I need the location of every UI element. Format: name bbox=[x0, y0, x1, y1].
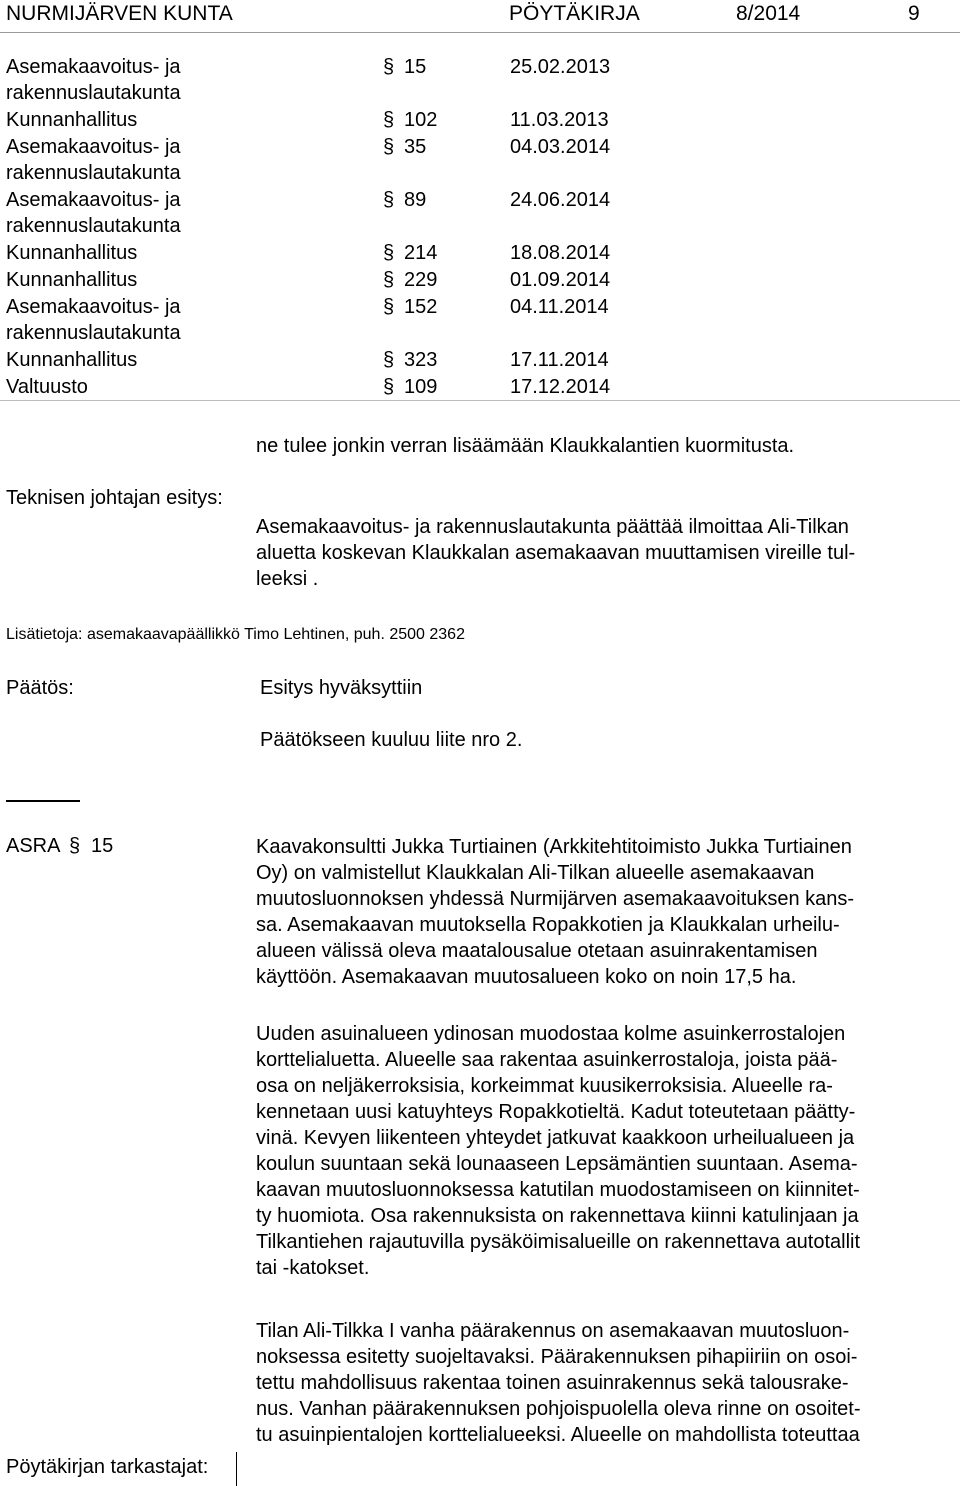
section-sign: § bbox=[69, 835, 81, 857]
history-section-sign: § bbox=[383, 189, 395, 211]
history-number: 35 bbox=[404, 136, 427, 158]
checkers-label: Pöytäkirjan tarkastajat: bbox=[6, 1456, 209, 1478]
asra-label: ASRA bbox=[6, 835, 61, 857]
history-number: 102 bbox=[404, 109, 438, 131]
history-org: Asemakaavoitus- ja rakennuslautakunta bbox=[6, 56, 181, 104]
proposal-label: Teknisen johtajan esitys: bbox=[6, 487, 223, 509]
history-org: Kunnanhallitus bbox=[6, 242, 138, 264]
proposal-text: Asemakaavoitus- ja rakennuslautakunta päättää ilmoittaa Ali-Tilkan aluetta koskevan Klaukkalan asemakaavan muuttamisen vireille tul- leeksi . bbox=[256, 516, 856, 590]
history-org: Asemakaavoitus- ja rakennuslautakunta bbox=[6, 136, 181, 184]
page-number: 9 bbox=[908, 2, 920, 25]
history-org: Asemakaavoitus- ja rakennuslautakunta bbox=[6, 189, 181, 237]
history-number: 15 bbox=[404, 56, 427, 78]
document-type: PÖYTÄKIRJA bbox=[509, 2, 640, 25]
footer-divider bbox=[236, 1452, 237, 1486]
history-date: 11.03.2013 bbox=[510, 109, 609, 131]
history-section-sign: § bbox=[383, 376, 395, 398]
history-date: 01.09.2014 bbox=[510, 269, 611, 291]
history-org: Kunnanhallitus bbox=[6, 349, 138, 371]
continuation-text: ne tulee jonkin verran lisäämään Klaukkalantien kuormitusta. bbox=[256, 435, 795, 457]
history-number: 323 bbox=[404, 349, 438, 371]
history-date: 17.11.2014 bbox=[510, 349, 609, 371]
history-section-sign: § bbox=[383, 136, 395, 158]
history-date: 18.08.2014 bbox=[510, 242, 611, 264]
municipality-name: NURMIJÄRVEN KUNTA bbox=[6, 2, 233, 25]
history-number: 229 bbox=[404, 269, 438, 291]
history-section-sign: § bbox=[383, 109, 395, 131]
history-section-sign: § bbox=[383, 242, 395, 264]
history-org: Kunnanhallitus bbox=[6, 109, 138, 131]
asra-paragraph-2: Uuden asuinalueen ydinosan muodostaa kolme asuinkerrostalojen korttelialuetta. Alueelle saa rakentaa asuinkerrostaloja, joista pää- osa on neljäkerroksisia, korkeimmat kuusikerroksisia. Alueelle ra- kennetaan uusi katuyhteys Ropakkotieltä. Kadut toteutetaan päätty- vinä. Kevyen liikenteen yhteydet jatkuvat kaakkoon urheilualueen ja koulun suuntaan sekä lounaaseen Lepsämäntien suuntaan. Asema- kaavan muutosluonnoksessa katutilan muodostamiseen on kiinnitet- ty huomiota. Osa rakennuksista on rakennettava kiinni katulinjaan ja Tilkantiehen rajautuvilla pysäköimisalueille on rakennettava autotallit tai -katokset. bbox=[256, 1023, 861, 1279]
decision-label: Päätös: bbox=[6, 677, 74, 699]
history-section-sign: § bbox=[383, 296, 395, 318]
history-number: 109 bbox=[404, 376, 438, 398]
history-divider bbox=[0, 400, 960, 401]
history-section-sign: § bbox=[383, 269, 395, 291]
history-date: 24.06.2014 bbox=[510, 189, 611, 211]
history-number: 89 bbox=[404, 189, 427, 211]
history-number: 152 bbox=[404, 296, 438, 318]
asra-paragraph-3: Tilan Ali-Tilkka I vanha päärakennus on asemakaavan muutosluon- noksessa esitetty suojeltavaksi. Päärakennuksen pihapiiriin on osoi- tettu mahdollisuus rakentaa toinen asuinrakennus sekä talousrake- nus. Vanhan päärakennuksen pohjoispuolella oleva rinne on osoitet- tu asuinpientalojen korttelialueeksi. Alueelle on mahdollista toteuttaa bbox=[256, 1320, 861, 1446]
history-number: 214 bbox=[404, 242, 438, 264]
history-date: 04.03.2014 bbox=[510, 136, 611, 158]
history-date: 25.02.2013 bbox=[510, 56, 611, 78]
history-org: Kunnanhallitus bbox=[6, 269, 138, 291]
asra-number: 15 bbox=[91, 835, 114, 857]
decision-text: Esitys hyväksyttiin bbox=[260, 677, 423, 699]
info-line: Lisätietoja: asemakaavapäällikkö Timo Lehtinen, puh. 2500 2362 bbox=[6, 626, 465, 643]
asra-paragraph-1: Kaavakonsultti Jukka Turtiainen (Arkkitehtitoimisto Jukka Turtiainen Oy) on valmistellut Klaukkalan Ali-Tilkan alueelle asemakaavan muutosluonnoksen yhdessä Nurmijärven asemakaavoituksen kans- sa. Asemakaavan muutoksella Ropakkotien ja Klaukkalan urheilu- alueen välissä oleva maatalousalue otetaan asuinrakentamisen käyttöön. Asemakaavan muutosalueen koko on noin 17,5 ha. bbox=[256, 836, 855, 988]
history-section-sign: § bbox=[383, 56, 395, 78]
document-number: 8/2014 bbox=[736, 2, 801, 25]
history-org: Valtuusto bbox=[6, 376, 88, 398]
history-date: 17.12.2014 bbox=[510, 376, 611, 398]
history-section-sign: § bbox=[383, 349, 395, 371]
history-date: 04.11.2014 bbox=[510, 296, 609, 318]
history-org: Asemakaavoitus- ja rakennuslautakunta bbox=[6, 296, 181, 344]
attachment-note: Päätökseen kuuluu liite nro 2. bbox=[260, 729, 523, 751]
header-divider bbox=[0, 32, 960, 33]
section-rule bbox=[6, 800, 80, 802]
